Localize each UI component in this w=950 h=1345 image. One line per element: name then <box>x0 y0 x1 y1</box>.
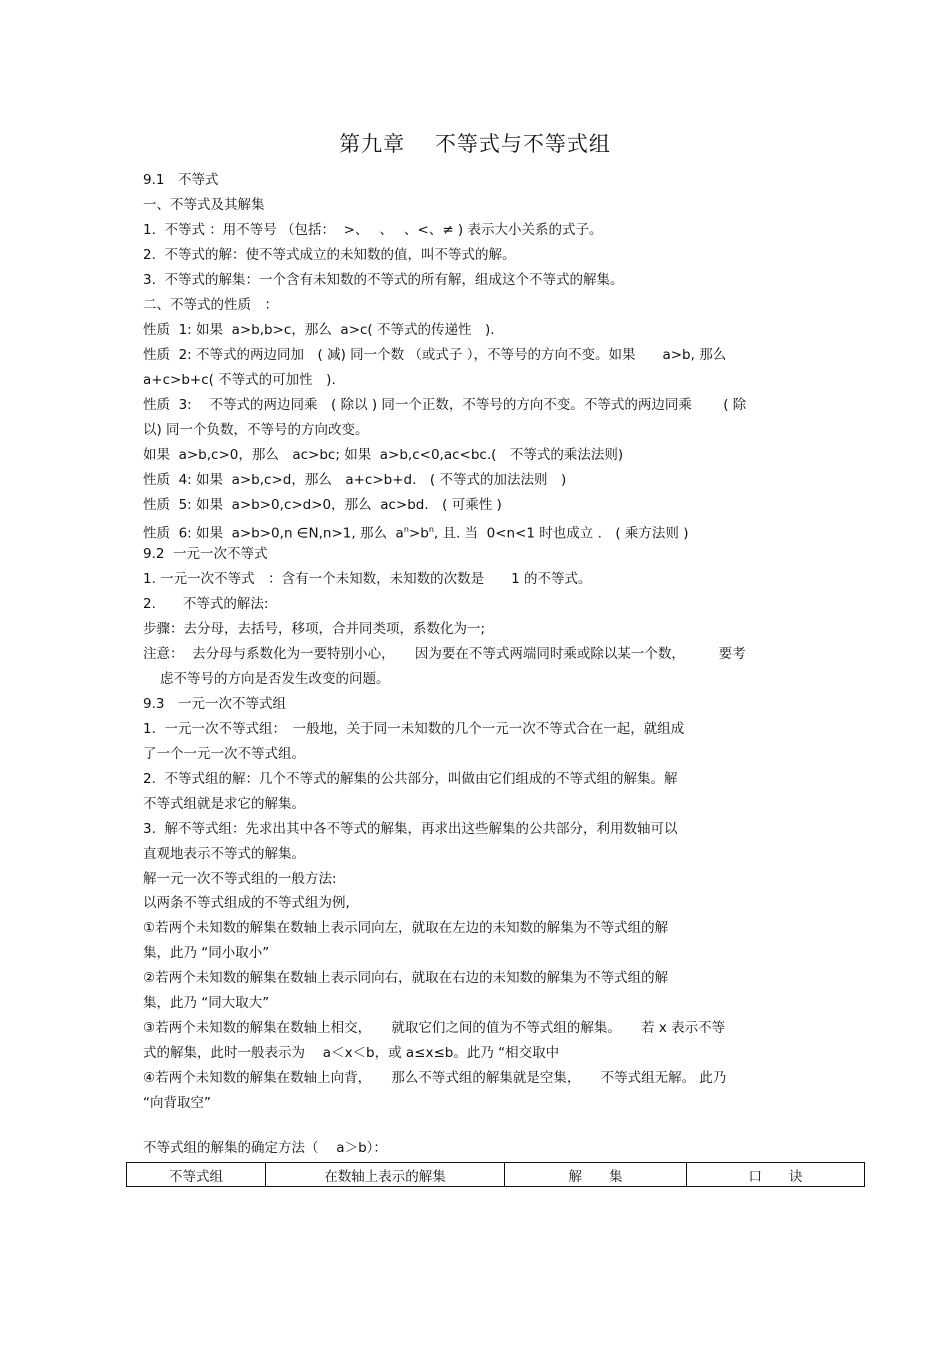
text-line: 3. 解不等式组：先求出其中各不等式的解集，再求出这些解集的公共部分，利用数轴可以 <box>143 821 678 837</box>
text-line: ②若两个未知数的解集在数轴上表示同向右，就取在右边的未知数的解集为不等式组的解 <box>143 970 669 986</box>
text-line: 注意： 去分母与系数化为一要特别小心， 因为要在不等式两端同时乘或除以某一个数， 要考 <box>143 646 746 662</box>
text-line: 虑不等号的方向是否发生改变的问题。 <box>160 671 390 687</box>
text-line: 式的解集，此时一般表示为 a＜x＜b，或 a≤x≤b。此乃 “相交取中 <box>143 1045 560 1061</box>
text-line: 性质 5: 如果 a>b>0,c>d>0，那么 ac>bd. ( 可乘性 ) <box>143 497 502 513</box>
text-line: 如果 a>b,c>0，那么 ac>bc; 如果 a>b,c<0,ac<bc.( 不等式的乘法法则) <box>143 447 624 463</box>
text-line: 直观地表示不等式的解集。 <box>143 846 305 862</box>
subsection-heading: 二、不等式的性质 ： <box>143 297 278 313</box>
text-line: 性质 1: 如果 a>b,b>c，那么 a>c( 不等式的传递性 ). <box>143 322 495 338</box>
text-span: >b <box>408 525 429 542</box>
text-line: 以两条不等式组成的不等式组为例, <box>143 895 350 911</box>
text-line: 3. 不等式的解集：一个含有未知数的不等式的所有解，组成这个不等式的解集。 <box>143 272 624 288</box>
text-line: “向背取空” <box>143 1095 211 1111</box>
superscript: n <box>403 525 409 534</box>
text-line: 不等式组就是求它的解集。 <box>143 796 305 812</box>
superscript: n <box>428 525 434 534</box>
table-header-cell: 在数轴上表示的解集 <box>266 1163 505 1187</box>
text-line: 了一个一元一次不等式组。 <box>143 746 305 762</box>
text-line: 集，此乃 “同大取大” <box>143 995 270 1011</box>
section-heading: 9.2 一元一次不等式 <box>143 546 268 562</box>
solution-set-table <box>126 1162 865 1187</box>
text-line: a+c>b+c( 不等式的可加性 ). <box>143 372 336 388</box>
table-header-cell: 不等式组 <box>127 1163 266 1187</box>
table-header-cell: 解 集 <box>505 1163 687 1187</box>
text-span: 性质 6: 如果 a>b>0,n ∈N,n>1, 那么 a <box>143 525 404 542</box>
text-line: 1. 一元一次不等式组： 一般地，关于同一未知数的几个一元一次不等式合在一起，就组成 <box>143 721 685 737</box>
text-line: 1. 一元一次不等式 ：含有一个未知数，未知数的次数是 1 的不等式。 <box>143 571 592 587</box>
text-line: ①若两个未知数的解集在数轴上表示同向左，就取在左边的未知数的解集为不等式组的解 <box>143 920 669 936</box>
property-6-line <box>143 521 689 543</box>
section-heading: 9.1 不等式 <box>143 172 219 188</box>
subsection-heading: 一、不等式及其解集 <box>143 197 265 213</box>
section-heading: 9.3 一元一次不等式组 <box>143 696 286 712</box>
text-line: 2. 不等式组的解：几个不等式的解集的公共部分，叫做由它们组成的不等式组的解集。解 <box>143 771 678 787</box>
text-line: 性质 4: 如果 a>b,c>d，那么 a+c>b+d. ( 不等式的加法法则 ) <box>143 472 567 488</box>
table-header-cell: 口 诀 <box>687 1163 865 1187</box>
table-caption: 不等式组的解集的确定方法（ a＞b）： <box>143 1140 387 1156</box>
text-line: ③若两个未知数的解集在数轴上相交， 就取它们之间的值为不等式组的解集。 若 x 表示不等 <box>143 1020 726 1036</box>
text-line: 性质 2: 不等式的两边同加 ( 减) 同一个数 （或式子 ），不等号的方向不变。如果 a>b, 那么 <box>143 347 727 363</box>
text-line: 2. 不等式的解法: <box>143 596 269 612</box>
text-line: 集，此乃 “同小取小” <box>143 945 270 961</box>
text-line: 解一元一次不等式组的一般方法: <box>143 871 337 887</box>
text-span: , 且. 当 0<n<1 时也成立 . ( 乘方法则 ) <box>433 525 689 542</box>
text-line: 步骤：去分母，去括号，移项，合并同类项，系数化为一; <box>143 621 486 637</box>
text-line: 2. 不等式的解：使不等式成立的未知数的值，叫不等式的解。 <box>143 247 516 263</box>
table-header-row <box>127 1163 865 1187</box>
text-line: 性质 3: 不等式的两边同乘 ( 除以 ) 同一个正数，不等号的方向不变。不等式的两边同乘 ( 除 <box>143 397 747 413</box>
text-line: ④若两个未知数的解集在数轴上向背， 那么不等式组的解集就是空集， 不等式组无解。 此乃 <box>143 1070 727 1086</box>
text-line: 1. 不等式 ：用不等号 （包括： >、 、 、<、≠ ) 表示大小关系的式子。 <box>143 222 603 238</box>
text-line: 以) 同一个负数，不等号的方向改变。 <box>143 422 369 438</box>
chapter-title: 第九章 不等式与不等式组 <box>339 132 611 156</box>
